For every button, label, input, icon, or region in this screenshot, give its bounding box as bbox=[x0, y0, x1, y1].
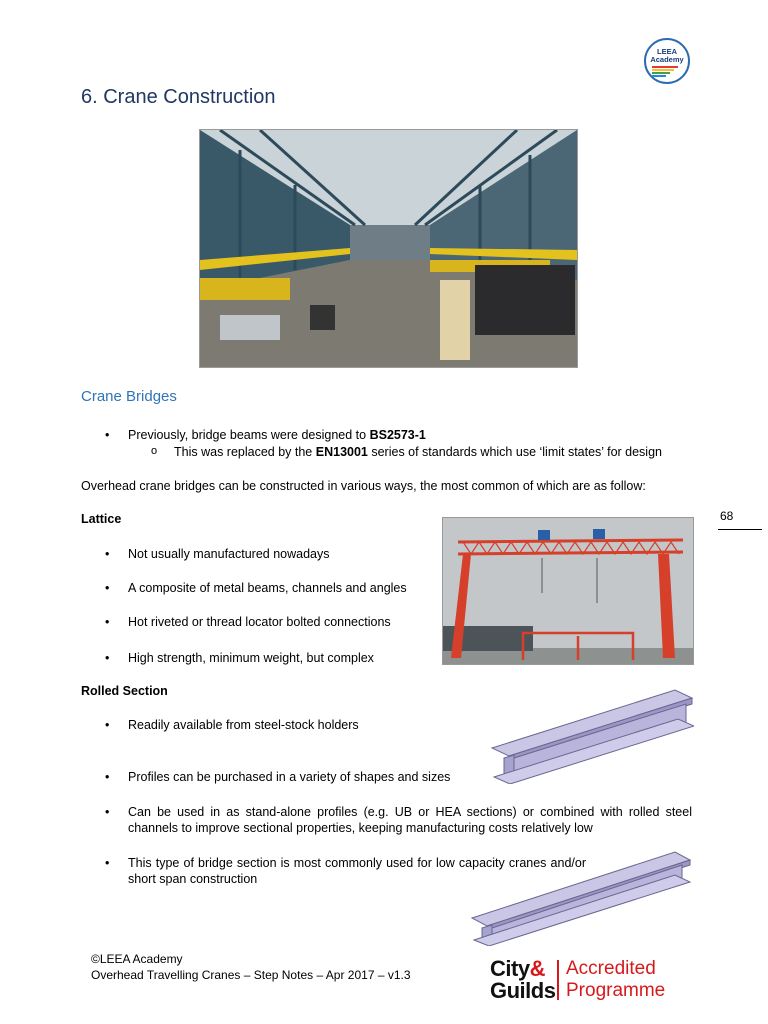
page-number: 68 bbox=[720, 509, 734, 523]
rolled-item: • Readily available from steel-stock holders bbox=[128, 717, 359, 733]
lattice-item: • Hot riveted or thread locator bolted connections bbox=[128, 614, 391, 630]
hea-beam-illustration bbox=[470, 850, 692, 946]
standard-bs2573: BS2573-1 bbox=[369, 428, 426, 442]
lattice-item: • High strength, minimum weight, but complex bbox=[128, 650, 374, 666]
city-guilds-accredited-logo bbox=[490, 958, 690, 1002]
city-word: City bbox=[490, 956, 530, 981]
logo-color-bars bbox=[652, 66, 682, 77]
standards-sub-bullet bbox=[174, 444, 662, 460]
page-title: 6. Crane Construction bbox=[81, 86, 276, 108]
intro-paragraph: Overhead crane bridges can be constructed in various ways, the most common of which are as follow: bbox=[81, 479, 646, 493]
lattice-heading: Lattice bbox=[81, 512, 122, 526]
lattice-item: • Not usually manufactured nowadays bbox=[128, 546, 330, 562]
logo-divider bbox=[557, 960, 559, 1000]
footer-document-info: Overhead Travelling Cranes – Step Notes – Apr 2017 – v1.3 bbox=[91, 968, 411, 982]
page-number-rule bbox=[718, 529, 762, 530]
lattice-item: • A composite of metal beams, channels and angles bbox=[128, 580, 407, 596]
factory-hall-photo bbox=[199, 129, 578, 368]
footer-copyright: ©LEEA Academy bbox=[91, 952, 183, 966]
footer bbox=[91, 951, 411, 983]
lattice-gantry-crane-photo bbox=[442, 517, 694, 665]
standards-bullet-text: Previously, bridge beams were designed to bbox=[128, 428, 370, 442]
accredited-programme-text bbox=[566, 958, 665, 1002]
ampersand-mark: & bbox=[529, 956, 545, 981]
accredited-word: Accredited bbox=[566, 958, 656, 979]
standards-sub-prefix: This was replaced by the bbox=[174, 445, 316, 459]
logo-text: LEEA Academy bbox=[650, 47, 684, 64]
rolled-beam-illustration bbox=[490, 688, 694, 784]
leea-academy-logo bbox=[644, 38, 690, 84]
section-title-crane-bridges: Crane Bridges bbox=[81, 388, 177, 405]
programme-word: Programme bbox=[566, 980, 666, 1001]
standards-sub-suffix: series of standards which use ‘limit states’ for design bbox=[367, 445, 662, 459]
rolled-item: • This type of bridge section is most commonly used for low capacity cranes and/or short span construction bbox=[128, 855, 586, 887]
standard-en13001: EN13001 bbox=[315, 445, 368, 459]
rolled-item: • Profiles can be purchased in a variety of shapes and sizes bbox=[128, 769, 450, 785]
guilds-word: Guilds bbox=[490, 978, 556, 1003]
rolled-item: • Can be used in as stand-alone profiles (e.g. UB or HEA sections) or combined with rolled steel channels to improve sectional properties, keeping manufacturing costs relatively low bbox=[128, 804, 692, 836]
rolled-section-heading: Rolled Section bbox=[81, 684, 168, 698]
standards-bullet bbox=[128, 427, 426, 443]
